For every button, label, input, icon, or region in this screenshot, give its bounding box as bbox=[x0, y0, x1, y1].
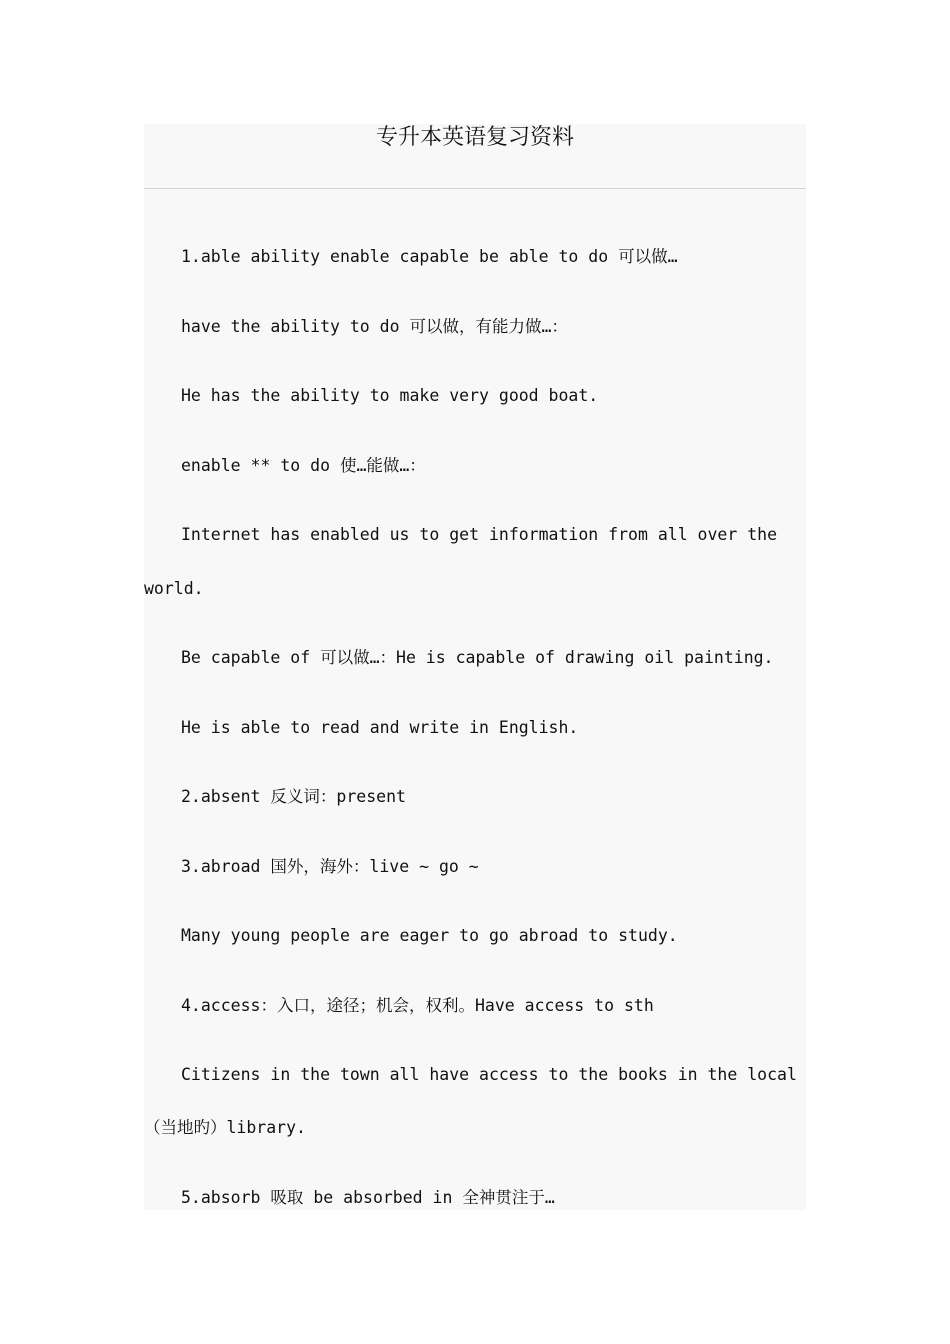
text-line-13: Citizens in the town all have access to the books in the local bbox=[181, 1065, 797, 1084]
text-line-10: 3.abroad 国外，海外：live ~ go ~ bbox=[181, 857, 479, 876]
text-line-8: He is able to read and write in English. bbox=[181, 718, 579, 737]
text-line-14-wrap: （当地旳）library. bbox=[144, 1118, 306, 1137]
text-line-4: enable ** to do 使…能做…： bbox=[181, 456, 426, 475]
text-line-15: 5.absorb 吸取 be absorbed in 全神贯注于… bbox=[181, 1188, 555, 1207]
document-title: 专升本英语复习资料 bbox=[375, 125, 574, 150]
title-divider bbox=[144, 188, 806, 189]
text-line-11: Many young people are eager to go abroad to study. bbox=[181, 926, 678, 945]
document-page bbox=[144, 124, 806, 1210]
text-line-1: 1.able ability enable capable be able to do 可以做… bbox=[181, 247, 678, 266]
text-line-2: have the ability to do 可以做，有能力做…： bbox=[181, 317, 568, 336]
text-line-9: 2.absent 反义词：present bbox=[181, 787, 406, 806]
text-line-6-wrap: world. bbox=[144, 579, 204, 598]
text-line-12: 4.access：入口，途径；机会，权利。Have access to sth bbox=[181, 996, 654, 1015]
text-line-7: Be capable of 可以做…：He is capable of drawing oil painting. bbox=[181, 648, 774, 667]
text-line-5: Internet has enabled us to get information from all over the bbox=[181, 525, 778, 544]
text-line-3: He has the ability to make very good boat. bbox=[181, 386, 599, 405]
